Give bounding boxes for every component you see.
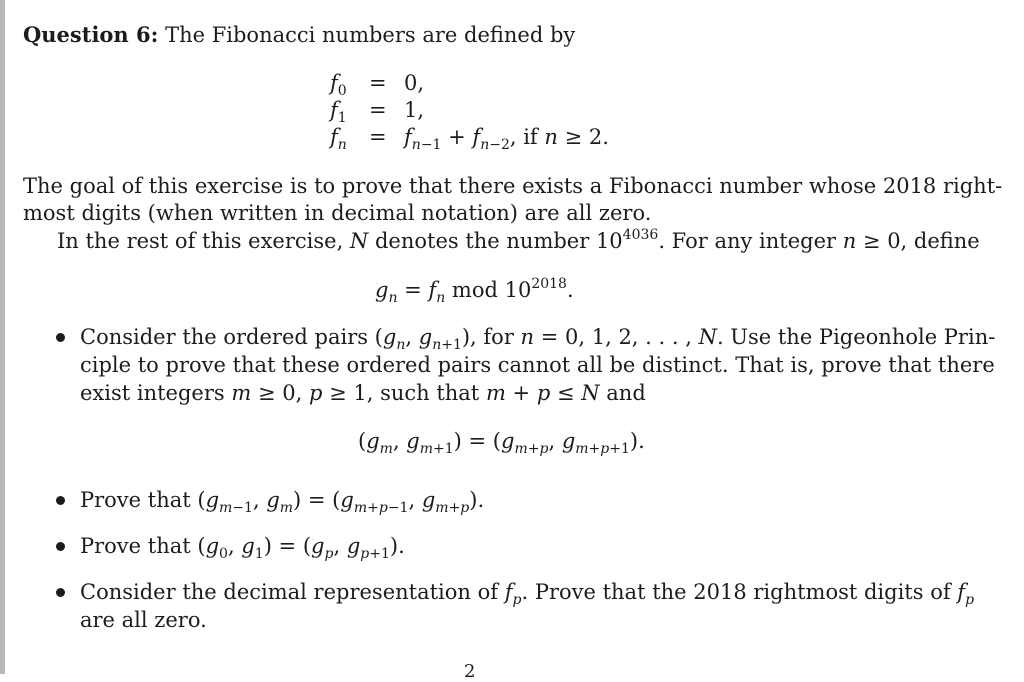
question-intro: The Fibonacci numbers are defined by: [165, 23, 576, 47]
page-number: 2: [464, 661, 476, 682]
question-heading: [23, 22, 575, 48]
bullet-dot-2: [56, 496, 65, 505]
bullet-1-line-3: exist integers m ≥ 0, p ≥ 1, such that m + p ≤ N and: [80, 381, 646, 405]
bullet-1-line-1: Consider the ordered pairs ($g_n$, $g_{n+1}$), for n = 0, 1, 2, . . . , N. Use the Pigeonhole Prin-: [80, 325, 996, 353]
rest-paragraph: In the rest of this exercise, N denotes the number $10^{4036}$. For any integer n ≥ 0, define: [57, 227, 980, 253]
bullet-1-display: ($g_m$, $g_{m+1}) = (g_{m+p}$, $g_{m+p+1}$).: [358, 429, 645, 457]
bullet-dot-1: [56, 333, 65, 342]
bullet-2: Prove that ($g_{m-1}$, $g_m) = (g_{m+p-1}$, $g_{m+p}$).: [80, 488, 485, 516]
bullet-1-line-2: ciple to prove that these ordered pairs cannot all be distinct. That is, prove that there: [80, 353, 995, 377]
def-rel-n: =: [369, 125, 387, 149]
def-lhs-1: $f_1$: [330, 98, 347, 126]
def-rel-1: =: [369, 98, 387, 122]
goal-line-2: most digits (when written in decimal notation) are all zero.: [23, 201, 652, 225]
bullet-3: Prove that ($g_0$, $g_1) = (g_p$, $g_{p+1}$).: [80, 534, 405, 562]
def-rel-0: =: [369, 71, 387, 95]
def-rhs-n: [404, 124, 609, 153]
bullet-dot-3: [56, 542, 65, 551]
left-edge-shadow: [0, 0, 5, 674]
question-label: Question 6:: [23, 22, 159, 47]
def-rhs-1: 1,: [404, 98, 425, 122]
def-rhs-0: 0,: [404, 71, 425, 95]
bullet-4-line-2: are all zero.: [80, 608, 207, 632]
def-rhs-n-text: $f_{n-1} + f_{n-2}$, if n ≥ 2.: [404, 125, 609, 153]
gn-definition-display: $g_n = f_n$ mod $10^{2018}$.: [375, 276, 574, 306]
goal-line-1: The goal of this exercise is to prove that there exists a Fibonacci number whose 2018 right-: [23, 174, 1003, 198]
def-lhs-n: $f_n$: [330, 125, 347, 153]
bullet-4-line-1: Consider the decimal representation of $f_p$. Prove that the 2018 rightmost digits of $f_p$: [80, 580, 975, 608]
def-lhs-0: $f_0$: [330, 71, 347, 99]
bullet-dot-4: [56, 588, 65, 597]
